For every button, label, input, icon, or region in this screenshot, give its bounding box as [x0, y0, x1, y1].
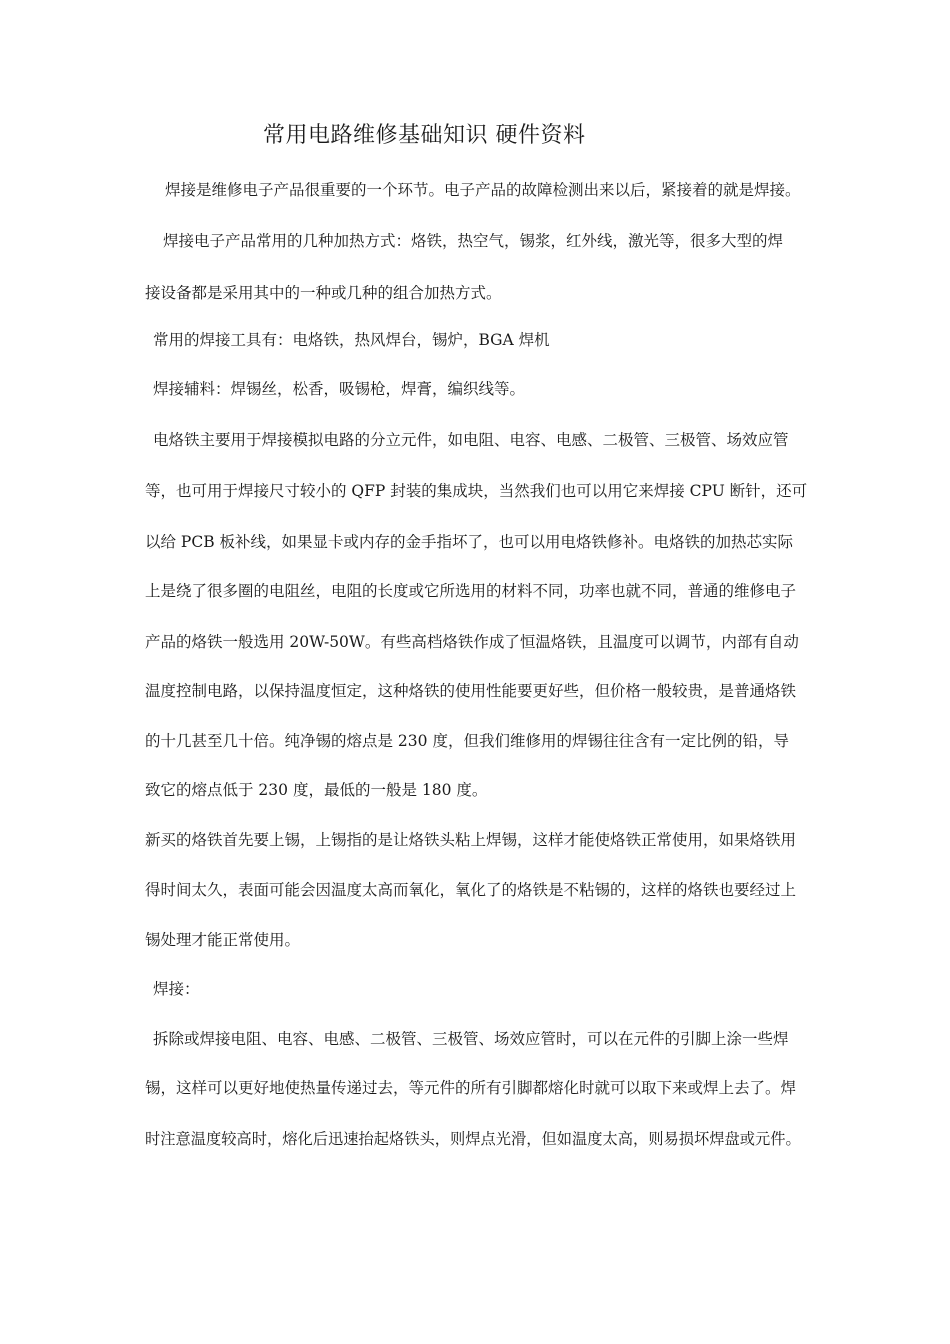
paragraph-line: 的十几甚至几十倍。纯净锡的熔点是 230 度，但我们维修用的焊锡往往含有一定比例的铅，导 — [145, 732, 789, 750]
paragraph-line: 常用的焊接工具有：电烙铁，热风焊台，锡炉，BGA 焊机 — [153, 331, 550, 349]
paragraph-line: 接设备都是采用其中的一种或几种的组合加热方式。 — [145, 284, 502, 302]
document-title: 常用电路维修基础知识 硬件资料 — [263, 123, 586, 148]
paragraph-line: 焊接电子产品常用的几种加热方式：烙铁，热空气，锡浆，红外线，激光等，很多大型的焊 — [163, 232, 784, 250]
paragraph-line: 温度控制电路，以保持温度恒定，这种烙铁的使用性能要更好些，但价格一般较贵，是普通烙铁 — [145, 682, 797, 700]
paragraph-line: 锡，这样可以更好地使热量传递过去，等元件的所有引脚都熔化时就可以取下来或焊上去了。焊 — [145, 1079, 797, 1097]
paragraph-line: 新买的烙铁首先要上锡，上锡指的是让烙铁头粘上焊锡，这样才能使烙铁正常使用，如果烙铁用 — [145, 831, 797, 849]
paragraph-line: 得时间太久，表面可能会因温度太高而氧化，氧化了的烙铁是不粘锡的，这样的烙铁也要经过上 — [145, 881, 797, 899]
paragraph-line: 致它的熔点低于 230 度，最低的一般是 180 度。 — [145, 781, 488, 799]
paragraph-line: 拆除或焊接电阻、电容、电感、二极管、三极管、场效应管时，可以在元件的引脚上涂一些焊 — [153, 1030, 789, 1048]
paragraph-line: 时注意温度较高时，熔化后迅速抬起烙铁头，则焊点光滑，但如温度太高，则易损坏焊盘或元件。 — [145, 1130, 801, 1148]
paragraph-line: 电烙铁主要用于焊接模拟电路的分立元件，如电阻、电容、电感、二极管、三极管、场效应管 — [153, 431, 789, 449]
paragraph-line: 等，也可用于焊接尺寸较小的 QFP 封装的集成块，当然我们也可以用它来焊接 CPU 断针，还可 — [145, 482, 808, 500]
section-heading: 焊接： — [153, 980, 200, 998]
paragraph-line: 上是绕了很多圈的电阻丝，电阻的长度或它所选用的材料不同，功率也就不同，普通的维修电子 — [145, 582, 797, 600]
paragraph-line: 锡处理才能正常使用。 — [145, 931, 301, 949]
paragraph-line: 焊接是维修电子产品很重要的一个环节。电子产品的故障检测出来以后，紧接着的就是焊接。 — [165, 181, 801, 199]
paragraph-line: 焊接辅料：焊锡丝，松香，吸锡枪，焊膏，编织线等。 — [153, 380, 526, 398]
paragraph-line: 产品的烙铁一般选用 20W-50W。有些高档烙铁作成了恒温烙铁，且温度可以调节，内部有自动 — [145, 633, 799, 651]
paragraph-line: 以给 PCB 板补线，如果显卡或内存的金手指坏了，也可以用电烙铁修补。电烙铁的加热芯实际 — [145, 533, 794, 551]
